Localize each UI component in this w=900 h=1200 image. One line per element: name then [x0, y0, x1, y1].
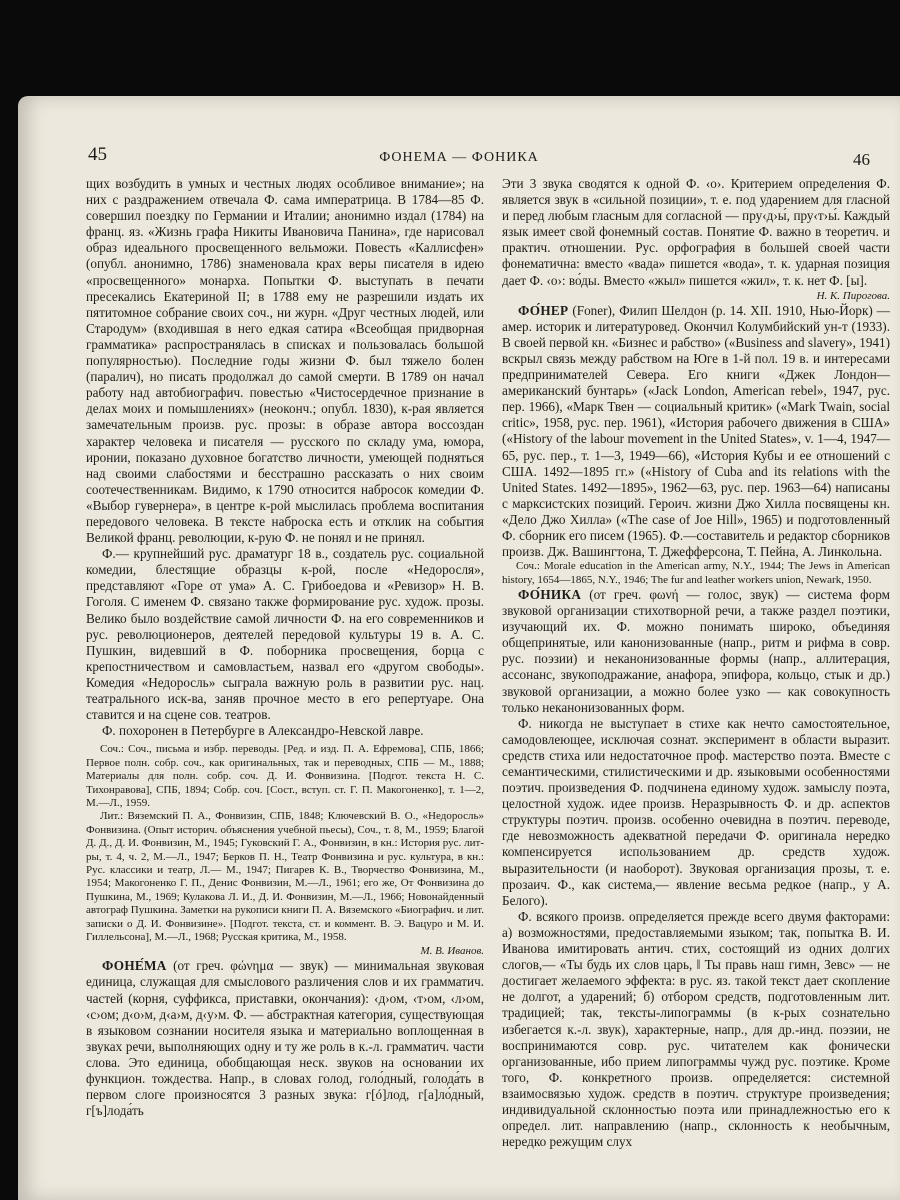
- paragraph: Эти 3 звука сводятся к одной Ф. ‹о›. Критерием определения Ф. является звук в «сильной позиции», т. е. под ударением для гласной и перед любым гласным для согласной — пру‹д›ы́, пру‹т›ы́. Каждый язык имеет свой фонемный состав. Понятие Ф. важно в теоретич. и практич. отношении. Рус. орфография в большей своей части фонематична: вместо «вада» пишется «вода», т. к. ударная позиция дает Ф. ‹о›: во́ды. Вместо «жыл» пишется «жил», т. к. нет Ф. [ы].: [502, 176, 890, 288]
- running-head: [18, 144, 900, 174]
- entry-text: (от греч. φωνή — голос, звук) — система форм звуковой организации стихотворной речи, а также раздел поэтики, изучающий их. Ф. можно понимать широко, объединяя общепринятые, или канонизованные (напр., ритм и рифма в совр. рус. поэзии) и неканонизованные формы (напр., аллитерация, ассонанс, звукоподражание, анафора, эпифора, кольцо, стык и др.) звуковой организации, а можно более узко — как совокупность только неканонизованных форм.: [502, 586, 890, 715]
- entry-text: (Foner), Филип Шелдон (р. 14. XII. 1910, Нью-Йорк) — амер. историк и литературовед. Окончил Колумбийский ун-т (1933). В своей первой кн. «Бизнес и рабство» («Business and slavery», 1941) вскрыл связь между рабством на Юге в 1-й пол. 19 в. и интересами предпринимателей Севера. Его книги «Джек Лондон— американский бунтарь» («Jack London, American rebel», 1947, рус. пер. 1966), «Марк Твен — социальный критик» («Mark Twain, social critic», 1958, рус. пер. 1961), «История рабочего движения в США» («History of the labour movement in the United States», v. 1—4, 1947—65, рус. пер., т. 1—3, 1949—66), «История Кубы и ее отношений с США. 1492—1895 гг.» («History of Cuba and its relations with the United States. 1492—1895», 1962—63, рус. пер. 1963—64) написаны с марксистских позиций. Героич. жизни Джо Хилла посвящены кн. «Дело Джо Хилла» («The case of Joe Hill», 1965) и подготовленный Ф. сборник его писем (1965). Ф.—составитель и редактор сборников произв. Дж. Вашингтона, Т. Джефферсона, Т. Пейна, А. Линкольна.: [502, 302, 890, 560]
- entry-foner: [502, 303, 890, 561]
- entry-text: (от греч. φώνημα — звук) — минимальная звуковая единица, служащая для смыслового различения слов и их грамматич. частей (корня, суффикса, приставки, окончания): ‹д›ом, ‹т›ом, ‹л›ом, ‹с›ом; д‹о›м, д‹а›м, д‹у›м. Ф. — абстрактная категория, существующая в языковом сознании носителя языка и материально воплощенная в звуках речи, выполняющих одну и ту же роль в к.-л. грамматич. части слова. Это единица, обобщающая неск. звуков на основании их функцион. тождества. Напр., в словах голод, голо́дный, голода́ть в первом слоге произносятся 3 разных звука: г[ó]лод, г[а]ло́дный, г[ъ]лода́ть: [86, 958, 484, 1119]
- page-number-left: 45: [88, 144, 107, 165]
- entry-fonema: [86, 958, 484, 1119]
- right-column: [502, 176, 890, 1186]
- entry-fonika: [502, 587, 890, 716]
- running-title: ФОНЕМА — ФОНИКА: [379, 150, 539, 165]
- works-list: Соч.: Соч., письма и избр. переводы. [Ред. и изд. П. А. Ефремова], СПБ, 1866; Первое полн. собр. соч., как оригинальных, так и переводных, СПБ — М., 1888; Материалы для полн. собр. соч. Д. И. Фонвизина. [Подгот. текста Н. С. Тихонравова], СПБ, 1894; Собр. соч. [Сост., вступ. ст. Г. П. Макогоненко], т. 1—2, М.—Л., 1959.: [86, 743, 484, 809]
- paragraph: Ф. всякого произв. определяется прежде всего двумя факторами: а) возможностями, предоставляемыми языком; так, попытка В. И. Иванова имитировать антич. стих, состоящий из одних долгих слогов,— «Ты будь их слов царь, ‖ Ты правь наш гимн, Зевс» — не достигает желаемого эффекта: в рус. яз. такой текст дает скопление не долгот, а ударений; б) отбором средств, подготовленным лит. традицией; так, тексты-липограммы (в к-рых сознательно избегается к.-л. звук), характерные, напр., для др.-инд. поэзии, не воспринимаются совр. рус. читателем как фонически организованные, ибо прием липограммы чужд рус. поэтике. Кроме того, Ф. конкретного произв. определяется: системной взаимосвязью худож. средств в поэтич. структуре произведения; индивидуальной склонностью поэта или принадлежностью его к определ. лит. направлению (напр., склонность к необычным, нередко режущим слух: [502, 908, 890, 1150]
- left-column: [86, 176, 484, 1186]
- author-signature: М. В. Иванов.: [420, 945, 484, 958]
- works-list: Соч.: Morale education in the American army, N.Y., 1944; The Jews in American history, 1654—1865, N.Y., 1946; The fur and leather workers union, Newark, 1950.: [502, 560, 890, 586]
- author-signature: Н. К. Пирогова.: [816, 289, 890, 302]
- paragraph: Ф. никогда не выступает в стихе как нечто самостоятельное, самодовлеющее, исключая сознат. эксперимент в области выразит. средств стиха или недостаточное проф. мастерство поэта. Вместе с семантическими, стилистическими и др. языковыми особенностями поэтич. произведения Ф. подчинена единому худож. замыслу поэта, целостной худож. идее произв. Неразрывность Ф. и др. аспектов структуры поэтич. произв. особенно очевидна в поэтич. переводе, где невозможность адекватной передачи Ф. оригинала нередко компенсируется использованием др. средств худож. выразительности (и наоборот). Звуковая организация прозы, т. е. прозаич. Ф., как система,— явление весьма редкое (напр., у А. Белого).: [502, 715, 890, 908]
- book-page: [18, 96, 900, 1200]
- paragraph: щих возбудить в умных и честных людях особливое внимание»; на них с раздражением отвечала Ф. сама императрица. В 1784—85 Ф. совершил поездку по Германии и Италии; анонимно издал (1784) на франц. яз. «Жизнь графа Никиты Ивановича Панина», где нарисовал образ идеального просвещенного вельможи. Повесть «Каллисфен» (опубл. анонимно, 1786) знаменовала крах веры писателя в идею «просвещенного» монарха. Попытки Ф. выступать в печати пресекались Екатериной II; в 1788 ему не разрешили издать их пятитомное собрание своих соч., ни журн. «Друг честных людей, или Стародум» (входившая в него едкая сатира «Всеобщая придворная грамматика» распространялась в списках и пользовалась большой популярностью). Последние годы жизни Ф. был тяжело болен (паралич), но писать продолжал до самой смерти. В 1789 он начал работу над автобиографич. повестью «Чистосердечное признание в делах моих и помышлениях» (неоконч.; опубл. 1830), к-рая является замечательным произв. рус. прозы: в образе автора воссоздан характер человека и писателя — русского по складу ума, юмора, иронии, показано духовное богатство личности, умеющей подняться над своими слабостями и бесстрашно рассказать о них своим соотечественникам. Видимо, к 1790 относится набросок комедии Ф. «Выбор гувернера», в центре к-рой мыслилась проблема воспитания передового человека. В тексте наброска есть и отклик на события Великой франц. революции, к-рую Ф. не понял и не принял.: [86, 176, 484, 546]
- page-number-right: 46: [853, 150, 870, 169]
- literature-list: Лит.: Вяземский П. А., Фонвизин, СПБ, 1848; Ключевский В. О., «Недоросль» Фонвизина. (Опыт историч. объяснения учебной пьесы), Соч., т. 8, М., 1959; Благой Д. Д., Д. И. Фонвизин, М., 1945; Гуковский Г. А., Фонвизин, в кн.: История рус. лит-ры, т. 4, ч. 2, М.—Л., 1947; Берков П. Н., Театр Фонвизина и рус. культура, в кн.: Рус. классики и театр, Л.— М., 1947; Пигарев К. В., Творчество Фонвизина, М., 1954; Макогоненко Г. П., Денис Фонвизин, М.—Л., 1961; его же, От Фонвизина до Пушкина, М., 1969; Кулакова Л. И., Д. И. Фонвизин, М.—Л., 1966; Новонайденный автограф Пушкина. Заметки на рукописи книги П. А. Вяземского «Биографич. и лит. записки о Д. И. Фонвизине». [Подгот. текста, ст. и коммент. В. Э. Вацуро и М. И. Гиллельсона], М.—Л., 1968; Русская критика, М., 1958.: [86, 810, 484, 943]
- entry-headword: ФО́НЕР: [518, 302, 569, 318]
- paragraph: Ф.— крупнейший рус. драматург 18 в., создатель рус. социальной комедии, блестящие образцы к-рой, после «Недоросля», представляют «Горе от ума» А. С. Грибоедова и «Ревизор» Н. В. Гоголя. С именем Ф. связано также формирование рус. худож. прозы. Велико было воздействие самой личности Ф. на его современников и рус. революционеров, деятелей передовой культуры 19 в. А. С. Пушкин, видевший в Ф. поборника просвещения, борца с крепостничеством и самовластьем, назвал его «другом свободы». Комедия «Недоросль» сыграла важную роль в развитии рус. нац. театрального иск-ва, заняв прочное место в его репертуаре. Она ставится и на сцене сов. театров.: [86, 546, 484, 723]
- entry-headword: ФО́НИКА: [518, 586, 582, 602]
- entry-headword: ФОНЕ́МА: [102, 958, 167, 974]
- paragraph: Ф. похоронен в Петербурге в Александро-Невской лавре.: [102, 723, 424, 739]
